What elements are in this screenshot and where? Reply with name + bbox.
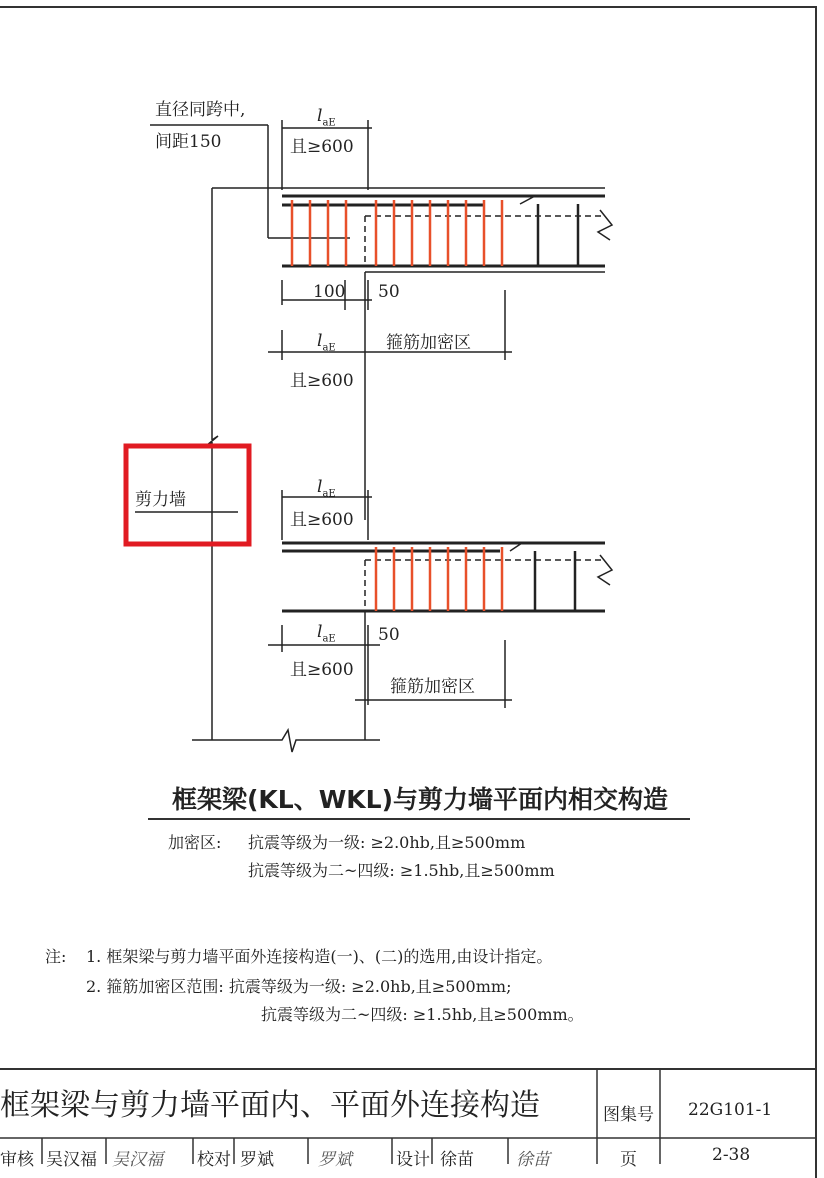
designer-name: 徐苗 bbox=[440, 1150, 474, 1170]
page-label: 页 bbox=[620, 1150, 637, 1170]
lae-label-3: $l_{aE}$ bbox=[317, 477, 336, 500]
lae-label-2: $l_{aE}$ bbox=[317, 331, 336, 354]
figure-caption: 框架梁(KL、WKL)与剪力墙平面内相交构造 bbox=[171, 785, 669, 814]
check-label: 校对 bbox=[197, 1150, 231, 1170]
note-2: 2. 箍筋加密区范围: 抗震等级为一级: ≥2.0hb,且≥500mm; bbox=[86, 977, 512, 996]
reviewer-signature: 吴汉福 bbox=[112, 1150, 163, 1170]
reviewer-name: 吴汉福 bbox=[46, 1150, 97, 1170]
legend-line-1: 抗震等级为一级: ≥2.0hb,且≥500mm bbox=[248, 833, 526, 852]
notes-prefix: 注: bbox=[45, 947, 67, 966]
atlas-label: 图集号 bbox=[603, 1105, 654, 1125]
legend-prefix: 加密区: bbox=[168, 833, 222, 852]
dim-50-label-2: 50 bbox=[378, 625, 400, 645]
page-value: 2-38 bbox=[712, 1145, 751, 1165]
checker-signature: 罗斌 bbox=[318, 1150, 352, 1170]
min600-label-4: 且≥600 bbox=[290, 660, 354, 680]
review-label: 审核 bbox=[0, 1150, 34, 1170]
dim-50-label-1: 50 bbox=[378, 282, 400, 302]
shear-wall-label: 剪力墙 bbox=[135, 490, 186, 510]
min600-label-3: 且≥600 bbox=[290, 510, 354, 530]
legend-line-2: 抗震等级为二~四级: ≥1.5hb,且≥500mm bbox=[248, 861, 555, 880]
titleblock-title: 框架梁与剪力墙平面内、平面外连接构造 bbox=[0, 1088, 540, 1123]
checker-name: 罗斌 bbox=[240, 1150, 274, 1170]
min600-label-2: 且≥600 bbox=[290, 371, 354, 391]
dense-zone-label-1: 箍筋加密区 bbox=[386, 333, 471, 353]
designer-signature: 徐苗 bbox=[516, 1150, 550, 1170]
lae-label-1: $l_{aE}$ bbox=[317, 106, 336, 129]
note-diameter-line1: 直径同跨中, bbox=[155, 100, 246, 120]
note-2-cont: 抗震等级为二~四级: ≥1.5hb,且≥500mm。 bbox=[261, 1005, 584, 1024]
note-diameter-line2: 间距150 bbox=[155, 132, 222, 152]
design-label: 设计 bbox=[396, 1150, 430, 1170]
note-1: 1. 框架梁与剪力墙平面外连接构造(一)、(二)的选用,由设计指定。 bbox=[86, 947, 553, 966]
atlas-value: 22G101-1 bbox=[688, 1100, 773, 1120]
min600-label-1: 且≥600 bbox=[290, 137, 354, 157]
dense-zone-label-2: 箍筋加密区 bbox=[390, 677, 475, 697]
dim-100-label: 100 bbox=[313, 282, 346, 302]
lae-label-4: $l_{aE}$ bbox=[317, 622, 336, 645]
